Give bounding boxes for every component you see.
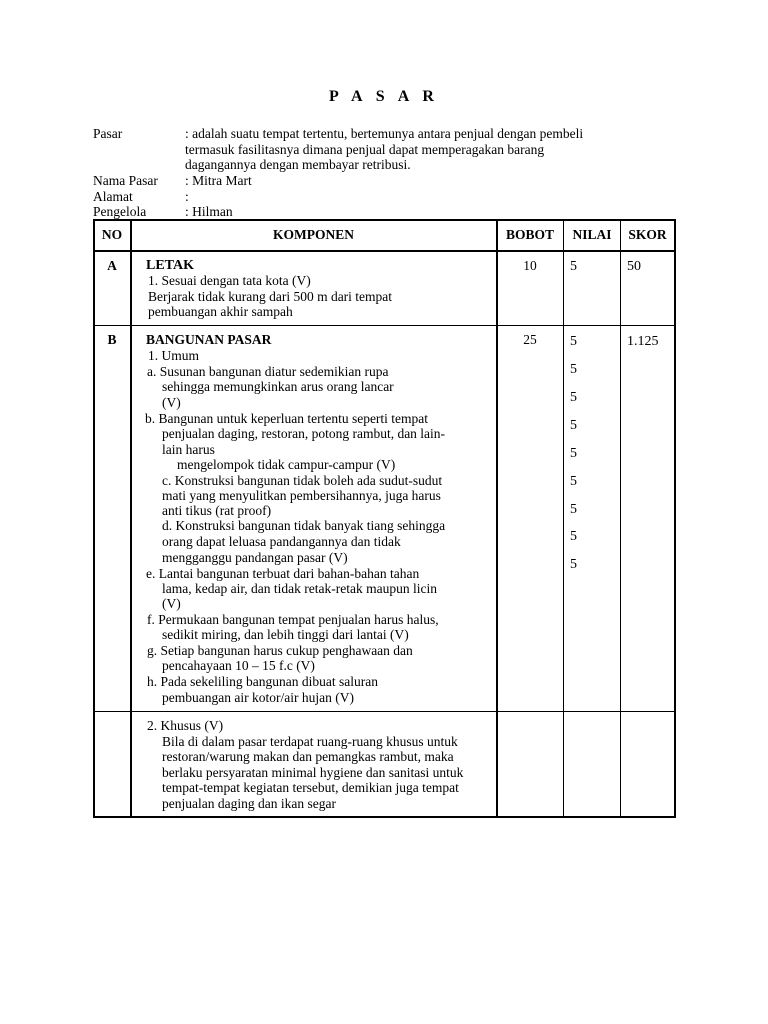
row-a-no: A [107,258,117,273]
row-b-line: (V) [162,395,181,410]
row-b-line: mengelompok tidak campur-campur (V) [177,457,396,472]
row-b-nilai: 5 [570,446,577,461]
row-a-line: 1. Sesuai dengan tata kota (V) [148,273,311,288]
row-b-nilai: 5 [570,502,577,517]
info-pengelola [93,204,653,220]
row-b-no: B [107,332,117,347]
header-no: NO [101,227,123,242]
info-nama-pasar [93,173,653,189]
table-border [93,219,95,818]
row-b-line: (V) [162,596,181,611]
row-a-bobot: 10 [523,258,537,273]
alamat-label: Alamat [93,189,133,204]
row-b-line: h. Pada sekeliling bangunan dibuat saluran [147,674,378,689]
pasar-definition-line: termasuk fasilitasnya dimana penjual dapat memperagakan barang [185,141,545,157]
row-b-line: pencahayaan 10 – 15 f.c (V) [162,658,315,673]
row-b-nilai: 5 [570,418,577,433]
row-b-line: mati yang menyulitkan pembersihannya, juga harus [162,488,441,503]
row-b-skor: 1.125 [627,334,659,349]
table-border [93,250,675,252]
row-c-line: Bila di dalam pasar terdapat ruang-ruang khusus untuk [162,734,458,749]
row-a-heading: LETAK [146,258,194,273]
row-b-nilai: 5 [570,334,577,349]
row-b-line: g. Setiap bangunan harus cukup penghawaan dan [147,643,413,658]
pasar-definition [185,126,655,173]
table-border [674,219,676,818]
table-border [620,219,621,818]
table-border [93,711,675,712]
nama-pasar-label: Nama Pasar [93,173,158,188]
table-border [93,325,675,326]
row-b-line: a. Susunan bangunan diatur sedemikian rupa [147,364,389,379]
row-b-line: b. Bangunan untuk keperluan tertentu seperti tempat [145,411,429,426]
row-b-heading: BANGUNAN PASAR [146,332,272,347]
row-b-line: orang dapat leluasa pandangannya dan tidak [162,534,401,549]
pasar-definition-line: : adalah suatu tempat tertentu, bertemunya antara penjual dengan pembeli [185,126,584,141]
row-b-nilai: 5 [570,474,577,489]
row-b-line: lama, kedap air, dan tidak retak-retak maupun licin [162,581,437,596]
row-c-line: restoran/warung makan dan pemangkas rambut, maka [162,749,454,764]
row-b-line: c. Konstruksi bangunan tidak boleh ada sudut-sudut [162,473,443,488]
row-b-line: mengganggu pandangan pasar (V) [162,550,348,565]
row-c-line: berlaku persyaratan minimal hygiene dan sanitasi untuk [162,765,464,780]
row-c-line: tempat-tempat kegiatan tersebut, demikian juga tempat [162,780,459,795]
nama-pasar-value: : Mitra Mart [185,173,252,188]
row-a-line: pembuangan akhir sampah [148,304,293,319]
row-b-bobot: 25 [523,332,537,347]
alamat-value: : [185,189,189,204]
table-border [496,219,498,818]
row-b-nilai: 5 [570,362,577,377]
row-b-line: f. Permukaan bangunan tempat penjualan harus halus, [147,612,439,627]
page-title: P A S A R [329,88,439,105]
row-b-line: penjualan daging, restoran, potong rambut, dan lain- [162,426,446,441]
row-a-skor: 50 [627,259,641,274]
row-b-line: e. Lantai bangunan terbuat dari bahan-bahan tahan [146,566,420,581]
row-a-line: Berjarak tidak kurang dari 500 m dari tempat [148,289,393,304]
row-b-line: d. Konstruksi bangunan tidak banyak tiang sehingga [162,518,446,533]
row-c-line: 2. Khusus (V) [147,718,224,733]
table-border [130,219,132,818]
pengelola-label: Pengelola [93,204,147,219]
table-border [563,219,564,818]
row-b-line: lain harus [162,442,215,457]
info-alamat [93,189,653,205]
table-border [93,219,675,221]
info-pasar [93,126,653,174]
row-b-line: sedikit miring, dan lebih tinggi dari lantai (V) [162,627,409,642]
header-skor: SKOR [628,227,667,242]
row-b-line: sehingga memungkinkan arus orang lancar [162,379,394,394]
row-b-line: anti tikus (rat proof) [162,503,272,518]
row-c-line: penjualan daging dan ikan segar [162,796,336,811]
pasar-label: Pasar [93,126,123,141]
header-bobot: BOBOT [505,227,554,242]
header-nilai: NILAI [572,227,612,242]
row-b-nilai: 5 [570,557,577,572]
pengelola-value: : Hilman [185,204,233,219]
pasar-definition-line: dagangannya dengan membayar retribusi. [185,157,411,172]
row-b-nilai: 5 [570,390,577,405]
row-b-line: pembuangan air kotor/air hujan (V) [162,690,354,705]
row-a-nilai: 5 [570,259,577,274]
header-komponen: KOMPONEN [273,227,354,242]
row-b-nilai: 5 [570,529,577,544]
table-border [93,816,675,818]
row-b-line: 1. Umum [148,348,200,363]
